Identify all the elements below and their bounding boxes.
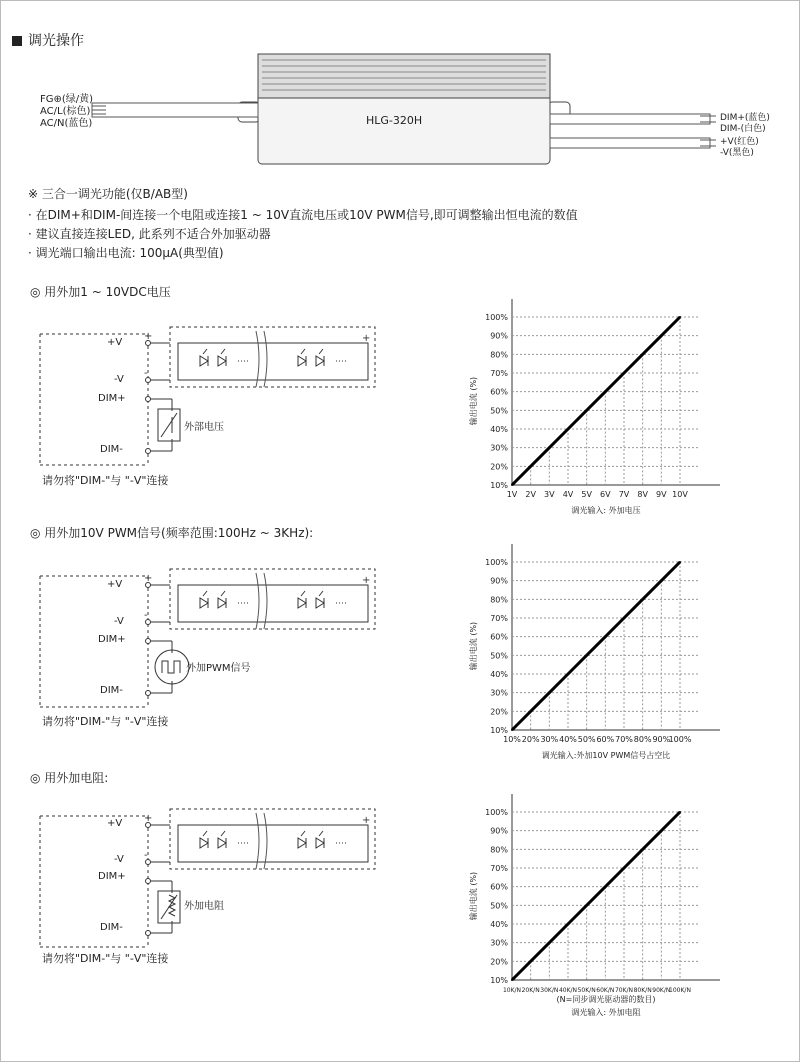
y-tick-label: 50% (490, 901, 508, 911)
terminal (146, 449, 151, 454)
section-heading: ◎ 用外加电阻: (30, 771, 109, 785)
x-axis-note: (N=同步调光驱动器的数目) (556, 995, 656, 1004)
led-ray (221, 591, 225, 596)
y-tick-label: 100% (485, 808, 508, 817)
y-tick-label: 80% (490, 595, 508, 605)
x-tick-label: 20K/N (521, 987, 540, 994)
terminal (146, 397, 151, 402)
pwm-source-icon (155, 650, 189, 684)
data-point (567, 428, 569, 430)
data-point (660, 580, 662, 582)
y-tick-label: 30% (490, 443, 508, 453)
circuit-neg-label: -V (114, 616, 124, 627)
y-tick-label: 90% (490, 331, 508, 341)
y-axis-label: 输出电流 (%) (469, 376, 478, 426)
data-point (642, 598, 644, 600)
minus-sign: - (144, 610, 148, 621)
pwm-wave-icon (162, 661, 180, 673)
data-point (586, 904, 588, 906)
y-axis-label: 输出电流 (%) (469, 621, 478, 671)
data-point (567, 923, 569, 925)
x-tick-label: 100% (668, 735, 692, 744)
led-icon (316, 356, 324, 366)
x-tick-label: 70K/N (614, 987, 634, 994)
x-tick-label: 6V (600, 490, 611, 499)
y-tick-label: 70% (490, 864, 508, 873)
circuit-source-label: 外加电阻 (184, 901, 224, 912)
terminal (146, 931, 151, 936)
x-tick-label: 1V (506, 490, 518, 499)
data-point (548, 942, 550, 944)
x-tick-label: 2V (525, 490, 536, 499)
data-point (660, 335, 662, 337)
data-point (548, 447, 550, 449)
data-point (642, 353, 644, 355)
led-ray (203, 349, 207, 354)
break-mark (256, 813, 267, 869)
x-tick-label: 20% (521, 735, 540, 744)
output-cable-dim (550, 114, 710, 124)
data-point (586, 409, 588, 411)
x-tick-label: 90% (652, 735, 671, 744)
x-tick-label: 60% (596, 735, 615, 744)
led-icon (218, 598, 226, 608)
circuit-pos-label: +V (107, 818, 123, 829)
data-point (604, 886, 606, 888)
plus-sign: + (362, 815, 371, 826)
x-tick-label: 70% (615, 735, 633, 744)
data-point (623, 372, 625, 374)
data-point (511, 484, 513, 486)
circuit-dimm-label: DIM- (100, 444, 123, 455)
circuit-diagram-voltage (30, 325, 390, 485)
data-point (530, 465, 532, 467)
circuit-warning: 请勿将"DIM-"与 "-V"连接 (42, 474, 169, 487)
led-icon (316, 838, 324, 848)
y-tick-label: 90% (490, 826, 508, 836)
led-ray (203, 591, 207, 596)
led-icon (298, 598, 306, 608)
data-point (642, 848, 644, 850)
circuit-dimp-label: DIM+ (98, 634, 126, 645)
y-tick-label: 10% (490, 481, 508, 490)
led-ray (301, 831, 305, 836)
data-point (530, 960, 532, 962)
led-ray (221, 349, 225, 354)
circuit-diagram-pwm (30, 567, 390, 727)
y-tick-label: 10% (490, 976, 508, 985)
circuit-neg-label: -V (114, 374, 124, 385)
plus-sign: + (362, 333, 371, 344)
circuit-dimm-label: DIM- (100, 922, 123, 933)
input-fg-label: FG⊕(绿/黄) (40, 94, 94, 105)
x-tick-label: 50K/N (577, 987, 596, 994)
plus-sign: + (144, 331, 153, 342)
terminal (146, 691, 151, 696)
led-icon (200, 356, 208, 366)
input-acn-label: AC/N(蓝色) (40, 118, 93, 129)
chart-voltage (440, 285, 760, 525)
x-tick-label: 7V (618, 490, 630, 499)
note-line: · 调光端口输出电流: 100μA(典型值) (28, 246, 224, 260)
data-point (530, 710, 532, 712)
x-tick-label: 60K/N (596, 987, 615, 994)
data-point (679, 811, 681, 813)
section-heading: ◎ 用外加1 ~ 10VDC电压 (30, 285, 171, 299)
data-point (567, 673, 569, 675)
plus-sign: + (362, 575, 371, 586)
data-point (679, 316, 681, 318)
y-tick-label: 40% (490, 920, 508, 929)
y-tick-label: 60% (490, 882, 508, 892)
y-tick-label: 20% (490, 957, 508, 967)
x-tick-label: 80K/N (633, 987, 652, 994)
y-tick-label: 60% (490, 387, 508, 397)
section-heading: ◎ 用外加10V PWM信号(频率范围:100Hz ~ 3KHz): (30, 526, 314, 540)
minus-sign: - (144, 368, 148, 379)
led-ray (301, 349, 305, 354)
circuit-dimm-label: DIM- (100, 685, 123, 696)
y-tick-label: 50% (490, 406, 508, 416)
input-acl-label: AC/L(棕色) (40, 106, 91, 117)
led-ray (319, 591, 323, 596)
circuit-source-label: 外加PWM信号 (186, 663, 251, 674)
data-point (623, 617, 625, 619)
output-dimp-label: DIM+(蓝色) (720, 113, 770, 123)
y-tick-label: 30% (490, 688, 508, 698)
minus-sign: - (362, 857, 366, 868)
x-tick-label: 4V (562, 490, 574, 499)
circuit-dimp-label: DIM+ (98, 393, 126, 404)
x-tick-label: 5V (581, 490, 592, 499)
x-axis-label: 调光输入: 外加电阻 (571, 1008, 641, 1017)
chart-resistor (440, 780, 760, 1028)
circuit-diagram-resistor (30, 807, 390, 967)
break-mark (256, 573, 267, 629)
input-cable (92, 103, 258, 117)
break-mark (256, 331, 267, 387)
y-tick-label: 70% (490, 614, 508, 623)
y-tick-label: 30% (490, 938, 508, 948)
led-icon (218, 356, 226, 366)
y-tick-label: 40% (490, 670, 508, 679)
circuit-source-label: 外部电压 (184, 422, 224, 433)
minus-sign: - (362, 375, 366, 386)
y-tick-label: 50% (490, 651, 508, 661)
output-vneg-label: -V(黑色) (720, 148, 754, 158)
data-point (548, 692, 550, 694)
x-tick-label: 80% (633, 735, 652, 744)
x-axis-label: 调光输入: 外加电压 (571, 506, 641, 515)
y-tick-label: 10% (490, 726, 508, 735)
y-tick-label: 70% (490, 369, 508, 378)
x-tick-label: 10% (503, 735, 521, 744)
data-point (604, 391, 606, 393)
note-line: ※ 三合一调光功能(仅B/AB型) (28, 187, 188, 201)
device-drawing (0, 40, 800, 175)
x-tick-label: 10V (672, 490, 688, 499)
series-line (512, 812, 680, 980)
note-line: · 建议直接连接LED, 此系列不适合外加驱动器 (28, 227, 271, 241)
circuit-pos-label: +V (107, 337, 123, 348)
x-tick-label: 3V (544, 490, 555, 499)
terminal (146, 879, 151, 884)
minus-sign: - (144, 850, 148, 861)
led-ray (203, 831, 207, 836)
y-tick-label: 80% (490, 350, 508, 360)
data-point (660, 830, 662, 832)
x-tick-label: 100K/N (669, 987, 691, 994)
data-point (604, 636, 606, 638)
x-tick-label: 10K/N (502, 987, 522, 994)
circuit-warning: 请勿将"DIM-"与 "-V"连接 (42, 715, 169, 728)
y-tick-label: 20% (490, 462, 508, 472)
adjust-arrow (161, 413, 177, 437)
led-icon (298, 356, 306, 366)
series-line (512, 317, 680, 485)
data-point (586, 654, 588, 656)
device-model-label: HLG-320H (366, 114, 423, 127)
y-tick-label: 100% (485, 313, 508, 322)
data-point (511, 979, 513, 981)
y-tick-label: 90% (490, 576, 508, 586)
plus-sign: + (144, 813, 153, 824)
device-fins (258, 54, 550, 98)
page-title-text: 调光操作 (28, 33, 84, 49)
minus-sign: - (362, 617, 366, 628)
led-ray (221, 831, 225, 836)
data-point (511, 729, 513, 731)
led-ray (319, 831, 323, 836)
circuit-warning: 请勿将"DIM-"与 "-V"连接 (42, 952, 169, 965)
x-tick-label: 50% (577, 735, 596, 744)
circuit-neg-label: -V (114, 854, 124, 865)
circuit-dimp-label: DIM+ (98, 871, 126, 882)
y-tick-label: 40% (490, 425, 508, 434)
y-tick-label: 60% (490, 632, 508, 642)
x-tick-label: 30% (540, 735, 559, 744)
led-icon (316, 598, 324, 608)
data-point (623, 867, 625, 869)
output-cable-power (550, 138, 710, 148)
output-dimm-label: DIM-(白色) (720, 124, 766, 134)
led-icon (218, 838, 226, 848)
output-vpos-label: +V(红色) (720, 137, 759, 147)
led-icon (298, 838, 306, 848)
plus-sign: + (144, 573, 153, 584)
x-axis-label: 调光输入:外加10V PWM信号占空比 (541, 751, 671, 760)
x-tick-label: 90K/N (652, 987, 671, 994)
led-ray (319, 349, 323, 354)
series-line (512, 562, 680, 730)
led-icon (200, 838, 208, 848)
circuit-pos-label: +V (107, 579, 123, 590)
y-tick-label: 80% (490, 845, 508, 855)
chart-pwm (440, 530, 760, 775)
note-line: · 在DIM+和DIM-间连接一个电阻或连接1 ~ 10V直流电压或10V PWM信号,即可调整输出恒电流的数值 (28, 208, 578, 222)
data-point (679, 561, 681, 563)
led-ray (301, 591, 305, 596)
x-tick-label: 40K/N (558, 987, 578, 994)
y-tick-label: 20% (490, 707, 508, 717)
y-tick-label: 100% (485, 558, 508, 567)
y-axis-label: 输出电流 (%) (469, 871, 478, 921)
terminal (146, 639, 151, 644)
x-tick-label: 30K/N (540, 987, 559, 994)
x-tick-label: 8V (637, 490, 648, 499)
x-tick-label: 9V (656, 490, 667, 499)
x-tick-label: 40% (559, 735, 577, 744)
led-icon (200, 598, 208, 608)
